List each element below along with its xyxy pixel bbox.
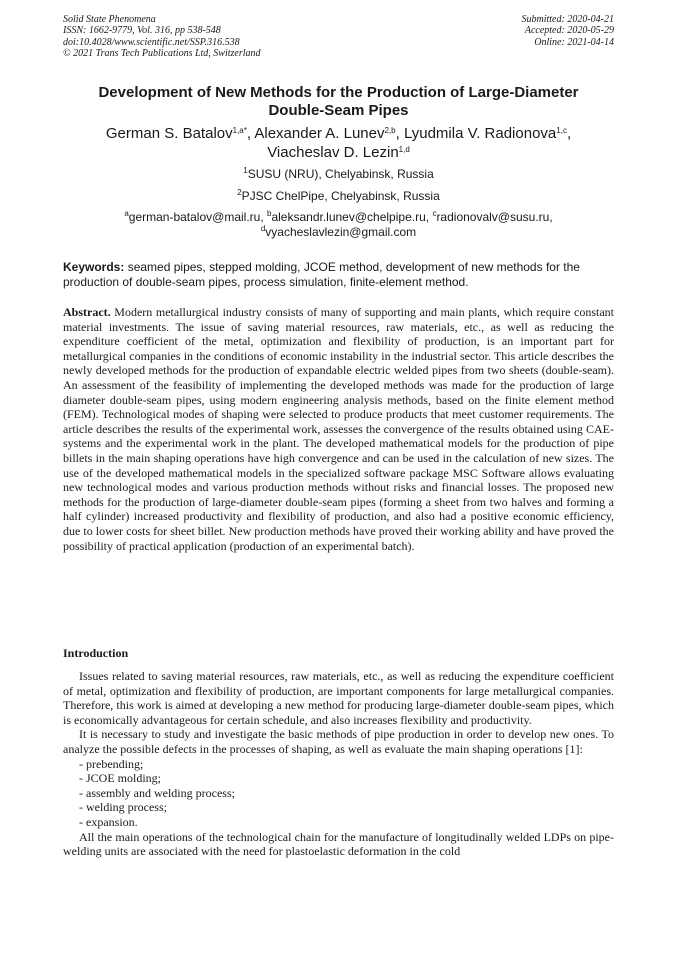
keywords-text: seamed pipes, stepped molding, JCOE method, development of new methods for the production of double-seam pipes, process simulation, finite-element method. <box>63 260 580 289</box>
abstract-label: Abstract. <box>63 305 111 319</box>
email-mark: d <box>260 224 266 233</box>
author-list: German S. Batalov$^{1,a*}$, Alexander A. Lunev$^{2,b}$, Lyudmila V. Radionova$^{1,c}$, Viacheslav D. Lezin$^{1,d}$ <box>105 125 572 161</box>
email-mark: b <box>267 209 272 218</box>
email-link[interactable]: radionovalv@susu.ru, <box>436 210 553 224</box>
list-item: - expansion. <box>79 814 138 829</box>
keywords-section <box>63 260 614 290</box>
author-name: German S. Batalov <box>105 125 233 142</box>
list-item: - assembly and welding process; <box>79 785 235 800</box>
email-list <box>63 210 614 240</box>
intro-paragraph: All the main operations of the technological chain for the manufacture of longitudinally welded LDPs on pipe-welding units are associated with the need for plastoelastic deformation in the cold <box>63 829 614 859</box>
journal-doi: doi:10.4028/www.scientific.net/SSP.316.538 <box>63 36 240 48</box>
abstract-section <box>63 305 614 553</box>
email-link[interactable]: german-batalov@mail.ru, <box>128 210 264 224</box>
introduction-heading: Introduction <box>63 646 129 660</box>
journal-info <box>63 14 261 59</box>
affiliation-mark: 2 <box>237 188 242 197</box>
journal-copyright: © 2021 Trans Tech Publications Ltd, Switzerland <box>63 47 261 59</box>
author-affil-mark: 2,b <box>384 126 396 135</box>
author-name: Alexander A. Lunev <box>254 125 385 142</box>
email-link[interactable]: vyacheslavlezin@gmail.com <box>265 225 417 239</box>
online-date: Online: 2021-04-14 <box>534 36 614 48</box>
affiliation-mark: 1 <box>243 166 248 175</box>
introduction-body <box>63 669 614 859</box>
email-mark: c <box>432 209 437 218</box>
list-item: - JCOE molding; <box>79 771 162 786</box>
affiliation-text: SUSU (NRU), Chelyabinsk, Russia <box>247 167 434 181</box>
intro-paragraph: Issues related to saving material resources, raw materials, etc., as well as reducing the expenditure coefficient of metal, optimization and flexibility of production, are important components for large metallurgical companies. Therefore, this work is aimed at developing a new method for producing large-diameter double-seam pipes, which is economically advantageous for certain schedule, and also increases flexibility and productivity. <box>63 669 614 727</box>
keywords-label: Keywords: <box>63 260 125 274</box>
abstract-text: Modern metallurgical industry consists of many of supporting and main plants, which require constant material investments. The issue of saving material resources, raw materials, etc., as well as reducing the expenditure coefficient of the metal, optimization and flexibility of production, is an important part for metallurgical companies in the conditions of economic instability in the industrial sector. This article describes the newly developed methods for the production of expandable electric welded pipes from two sheets (double-seam). An assessment of the feasibility of implementing the developed methods was made for the production of large diameter double-seam pipes, using modern engineering analysis methods, based on the finite element method (FEM). Technological modes of shaping were selected to produce products that meet customer requirements. The article describes the results of the experimental work, assesses the convergence of the results obtained using CAE-systems and the experimental work in the plant. The developed mathematical models for the production of pipe billets in the main shaping operations have high convergence and can be used in the calculation of new sizes. The use of the developed mathematical models in the specialized software package MSC Software allows evaluating new technological modes and various production methods without risks and financial losses. The proposed new methods for the production of large-diameter double-seam pipes (forming a sheet from two halves and forming a half cylinder) increased productivity and flexibility of production, and also had a positive economic efficiency, due to lower costs for sheet billet. New production methods have proved their working ability and have proved the possibility of practical application (production of an experimental batch). <box>63 305 615 553</box>
author-affil-mark: 1,c <box>556 126 567 135</box>
author-name: Lyudmila V. Radionova <box>403 125 557 142</box>
journal-issn: ISSN: 1662-9779, Vol. 316, pp 538-548 <box>63 25 221 37</box>
affiliation <box>63 167 614 182</box>
title-line-1: Development of New Methods for the Production of Large-Diameter <box>98 84 579 101</box>
title-line-2: Double-Seam Pipes <box>268 102 409 119</box>
submitted-date: Submitted: 2020-04-21 <box>521 14 614 25</box>
author-name: Viacheslav D. Lezin <box>267 144 399 161</box>
list-item: - prebending; <box>79 756 144 771</box>
shaping-operations-list <box>63 757 614 830</box>
publication-dates <box>522 14 615 48</box>
affiliation-text: PJSC ChelPipe, Chelyabinsk, Russia <box>241 189 440 203</box>
paper-title <box>63 84 614 120</box>
list-item: - welding process; <box>79 800 167 815</box>
accepted-date: Accepted: 2020-05-29 <box>524 25 614 37</box>
author-affil-mark: 1,d <box>398 145 410 154</box>
email-mark: a <box>124 209 129 218</box>
author-affil-mark: 1,a* <box>232 126 247 135</box>
intro-paragraph: It is necessary to study and investigate the basic methods of pipe production in order to develop new ones. To analyze the possible defects in the processes of shaping, as well as evaluate the main shaping operations [1]: <box>63 727 614 756</box>
email-link[interactable]: aleksandr.lunev@chelpipe.ru, <box>271 210 430 224</box>
journal-name: Solid State Phenomena <box>63 14 156 25</box>
affiliation <box>63 189 614 204</box>
